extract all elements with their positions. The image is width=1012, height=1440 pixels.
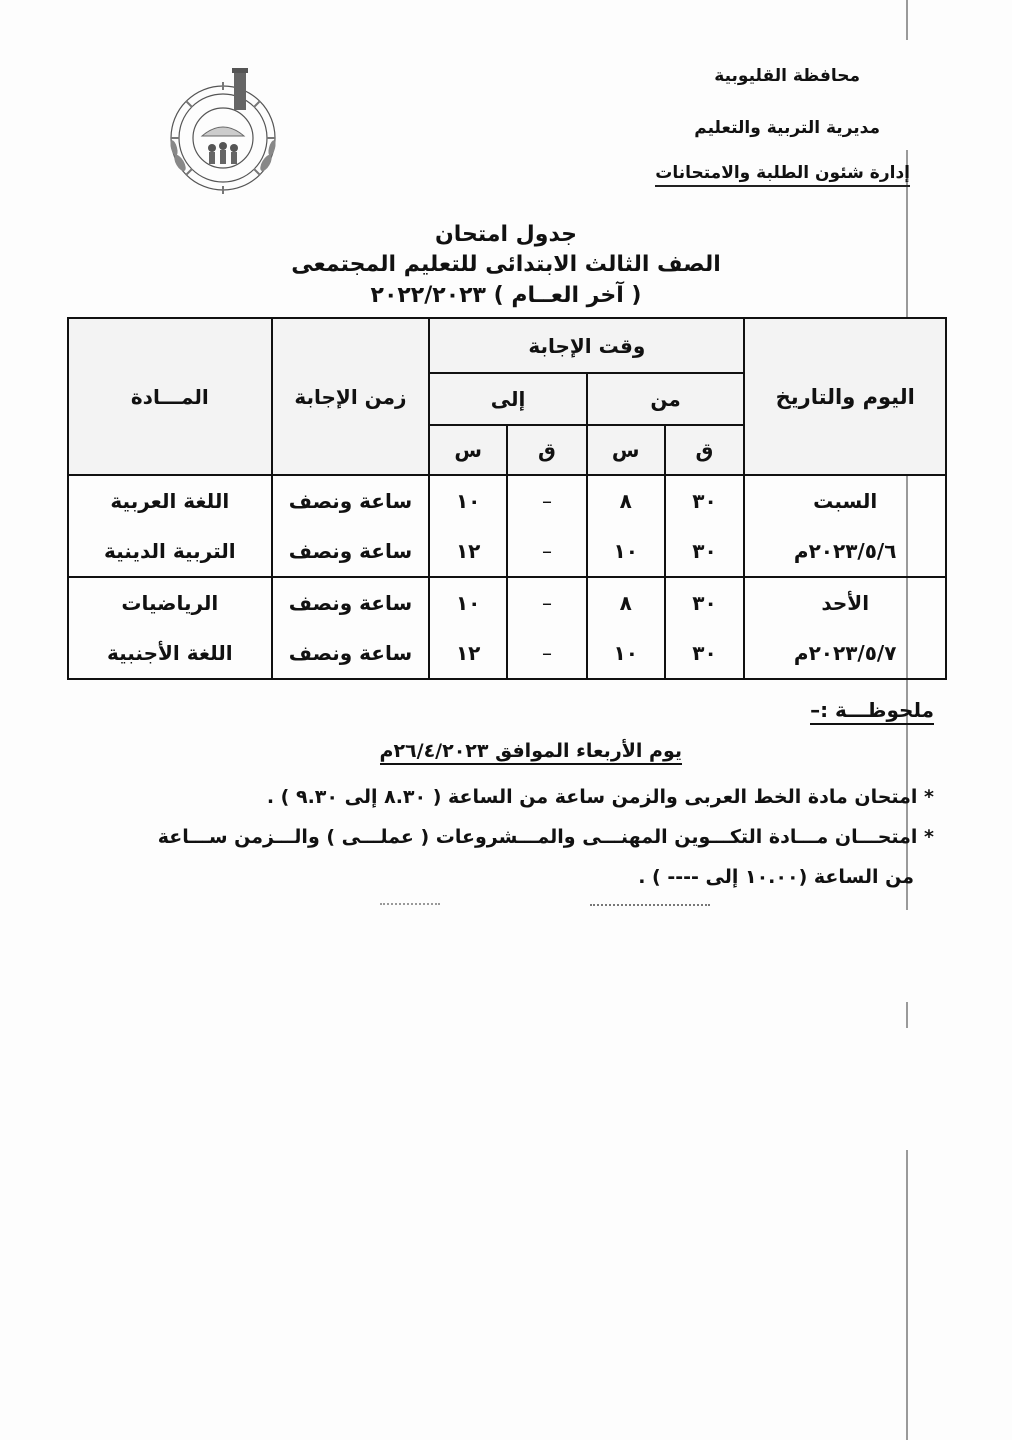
from-minute-cell: ٣٠ ٣٠	[665, 577, 745, 679]
note-item-vocational-continued: من الساعة (١٠.٠٠ إلى ---- ) .	[638, 866, 914, 888]
header-from-minute: ق	[665, 425, 745, 475]
title-line-1: جدول امتحان	[434, 222, 578, 247]
header-to: إلى	[429, 373, 587, 425]
cut-off-text-fragment	[380, 903, 440, 908]
subject-cell: اللغة العربية التربية الدينية	[68, 475, 272, 577]
note-item-vocational: * امتحـــان مـــادة التكـــوين المهنـــى والمـــشروعات ( عملـــى ) والـــزمن ســـاعة	[157, 826, 934, 848]
exam-schedule-table	[67, 317, 947, 680]
exam-date: ٢٠٢٣/٥/٦م	[793, 539, 897, 563]
from-hour-cell: ٨ ١٠	[587, 475, 665, 577]
day-name: السبت	[813, 489, 878, 513]
day-date-cell	[744, 475, 946, 577]
note-item-calligraphy: * امتحان مادة الخط العربى والزمن ساعة من الساعة ( ٨.٣٠ إلى ٩.٣٠ ) .	[266, 786, 934, 808]
scan-edge-line	[906, 1150, 908, 1440]
scan-edge-line	[906, 0, 908, 40]
duration-cell: ساعة ونصف ساعة ونصف	[272, 577, 430, 679]
to-hour-cell: ١٠ ١٢	[429, 577, 507, 679]
title-line-3: ( آخر العــام ) ٢٠٢٢/٢٠٢٣	[370, 283, 642, 308]
department-label: إدارة شئون الطلبة والامتحانات	[655, 163, 910, 187]
header-day-date: اليوم والتاريخ	[744, 318, 946, 475]
header-subject: المـــادة	[68, 318, 272, 475]
subject-cell: الرياضيات اللغة الأجنبية	[68, 577, 272, 679]
header-from: من	[587, 373, 745, 425]
header-to-minute: ق	[507, 425, 587, 475]
day-name: الأحد	[821, 591, 870, 615]
header-to-hour: س	[429, 425, 507, 475]
governorate-label: محافظة القليوبية	[714, 66, 860, 86]
to-minute-cell: – –	[507, 577, 587, 679]
header-from-hour: س	[587, 425, 665, 475]
to-hour-cell: ١٠ ١٢	[429, 475, 507, 577]
table-row	[68, 577, 946, 679]
to-minute-cell: – –	[507, 475, 587, 577]
ministry-seal-logo	[150, 68, 296, 196]
from-hour-cell: ٨ ١٠	[587, 577, 665, 679]
day-date-cell	[744, 577, 946, 679]
table-header-row	[68, 318, 946, 373]
cut-off-text-fragment	[590, 904, 710, 910]
note-date-line: يوم الأربعاء الموافق ٢٦/٤/٢٠٢٣م	[380, 740, 683, 765]
from-minute-cell: ٣٠ ٣٠	[665, 475, 745, 577]
note-label: ملحوظـــة :–	[810, 698, 934, 725]
directorate-label: مديرية التربية والتعليم	[694, 118, 880, 138]
title-line-2: الصف الثالث الابتدائى للتعليم المجتمعى	[291, 252, 721, 277]
scan-edge-line	[906, 1002, 908, 1028]
header-answer-time: وقت الإجابة	[429, 318, 744, 373]
header-duration: زمن الإجابة	[272, 318, 430, 475]
table-row	[68, 475, 946, 577]
exam-date: ٢٠٢٣/٥/٧م	[793, 641, 897, 665]
duration-cell: ساعة ونصف ساعة ونصف	[272, 475, 430, 577]
